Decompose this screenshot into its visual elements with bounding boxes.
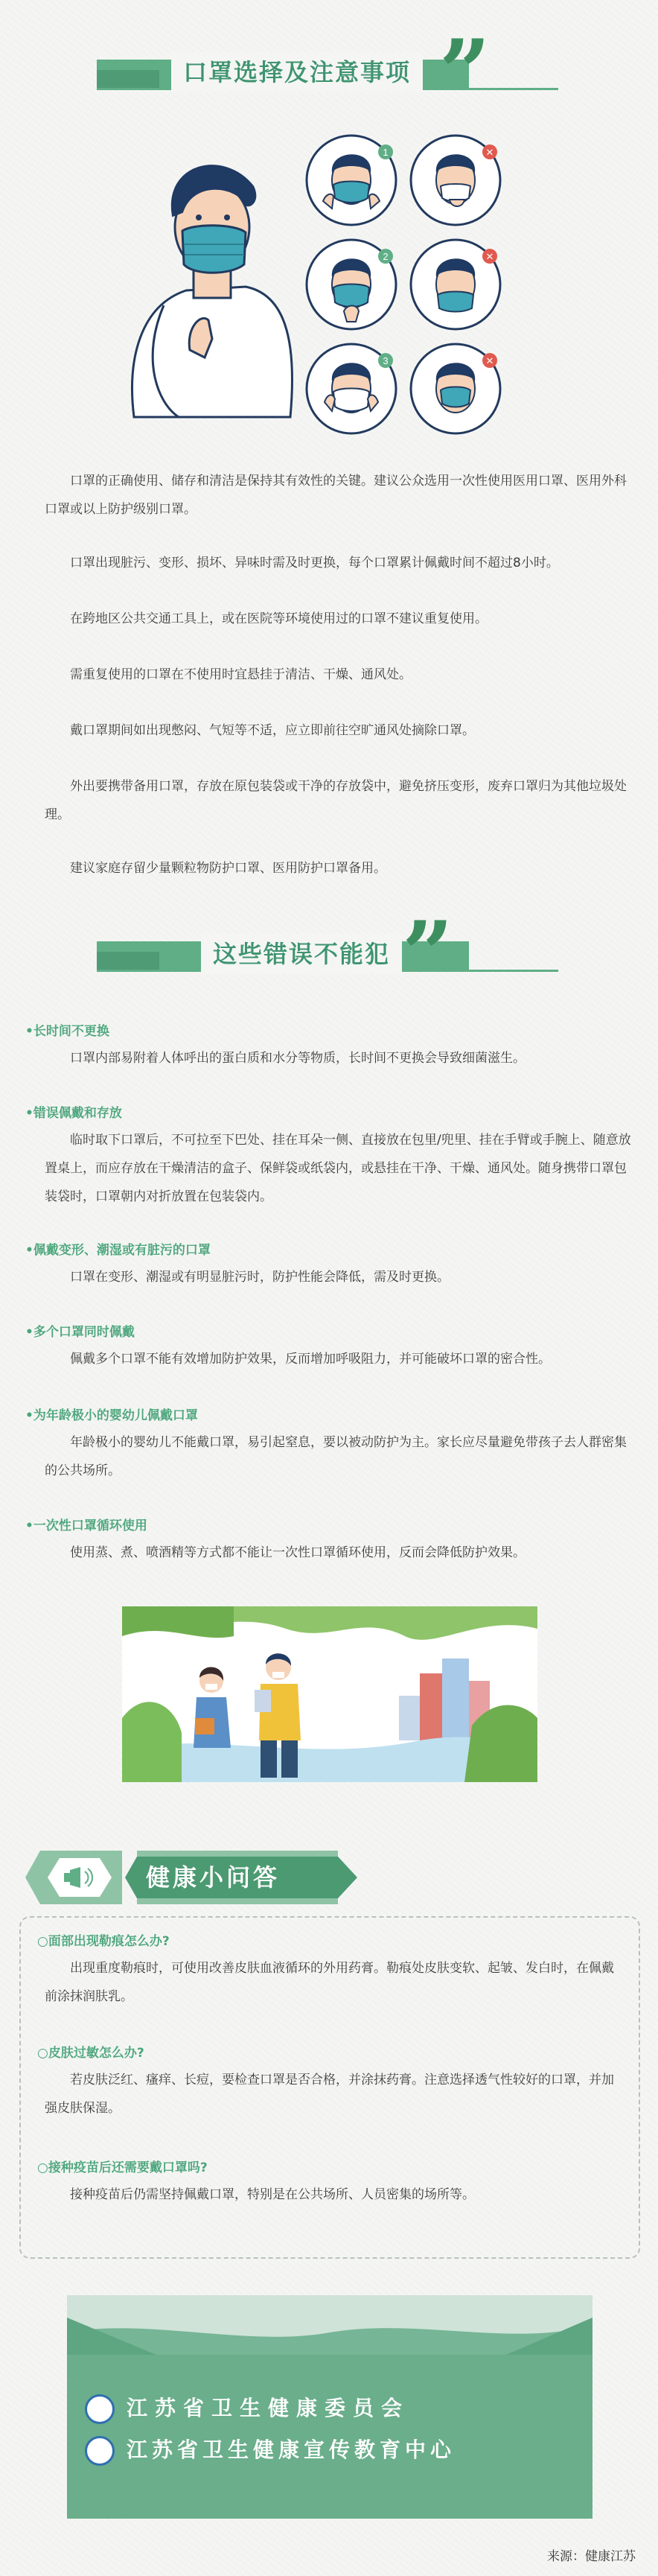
header-bar-accent xyxy=(97,952,159,971)
panel-1-wrong xyxy=(411,136,500,225)
org-name-1: 江苏省卫生健康委员会 xyxy=(127,2396,410,2420)
qa-answer: 出现重度勒痕时，可使用改善皮肤血液循环的外用药膏。勒痕处皮肤变软、起皱、发白时，在佩戴前涂抹润肤乳。 xyxy=(45,1961,614,2004)
section2-header xyxy=(97,902,558,1007)
svg-text:✕: ✕ xyxy=(485,251,494,262)
education-center-logo-icon xyxy=(85,2436,115,2466)
qa-question: ○接种疫苗后还需要戴口罩吗? xyxy=(37,2160,208,2175)
svg-text:1: 1 xyxy=(383,147,389,158)
paragraph: 口罩的正确使用、储存和清洁是保持其有效性的关键。建议公众选用一次性使用医用口罩、医用外科口罩或以上防护级别口罩。 xyxy=(45,474,627,517)
source-credit: 来源：健康江苏 xyxy=(547,2549,636,2564)
svg-text:✕: ✕ xyxy=(485,147,494,158)
mistake-body: 口罩内部易附着人体呼出的蛋白质和水分等物质，长时间不更换会导致细菌滋生。 xyxy=(70,1051,526,1066)
svg-text:✕: ✕ xyxy=(485,355,494,366)
paragraph: 外出要携带备用口罩，存放在原包装袋或干净的存放袋中，避免挤压变形，废弃口罩归为其他垃圾处理。 xyxy=(45,779,627,822)
paragraph: 需重复使用的口罩在不使用时宜悬挂于清洁、干燥、通风处。 xyxy=(70,667,412,682)
org-name-2: 江苏省卫生健康宣传教育中心 xyxy=(127,2437,456,2462)
paragraph: 在跨地区公共交通工具上，或在医院等环境使用过的口罩不建议重复使用。 xyxy=(70,611,488,626)
section2-title: 这些错误不能犯 xyxy=(201,934,402,974)
paragraph: 口罩出现脏污、变形、损坏、异味时需及时更换，每个口罩累计佩戴时间不超过8小时。 xyxy=(70,556,559,570)
mistake-title: •错误佩戴和存放 xyxy=(25,1106,122,1121)
paragraph: 建议家庭存留少量颗粒物防护口罩、医用防护口罩备用。 xyxy=(70,861,386,876)
panel-2-wrong xyxy=(411,240,500,329)
nhc-logo-icon xyxy=(85,2394,115,2424)
mistake-body: 年龄极小的婴幼儿不能戴口罩，易引起窒息，要以被动防护为主。家长应尽量避免带孩子去人群密集的公共场所。 xyxy=(45,1435,627,1478)
mask-usage-illustration xyxy=(112,134,528,439)
qa-answer: 接种疫苗后仍需坚持佩戴口罩，特别是在公共场所、人员密集的场所等。 xyxy=(70,2187,475,2202)
mistake-title: •一次性口罩循环使用 xyxy=(25,1518,147,1533)
panel-2-correct xyxy=(307,240,396,329)
header-bar-accent xyxy=(97,70,159,89)
section1-title: 口罩选择及注意事项 xyxy=(171,52,423,92)
svg-text:3: 3 xyxy=(383,355,389,366)
mistake-body: 佩戴多个口罩不能有效增加防护效果，反而增加呼吸阻力，并可能破坏口罩的密合性。 xyxy=(70,1352,551,1367)
qa-question: ○皮肤过敏怎么办? xyxy=(37,2046,144,2061)
section3-title: 健康小问答 xyxy=(146,1863,281,1892)
mistake-body: 临时取下口罩后，不可拉至下巴处、挂在耳朵一侧、直接放在包里/兜里、挂在手臂或手腕上、随意放置桌上，而应存放在干燥清洁的盒子、保鲜袋或纸袋内，或悬挂在干净、干燥、通风处。随身携带口罩包装袋时，口罩朝内对折放置在包装袋内。 xyxy=(45,1133,631,1204)
paragraph: 戴口罩期间如出现憋闷、气短等不适，应立即前往空旷通风处摘除口罩。 xyxy=(70,723,475,738)
mistake-title: •佩戴变形、潮湿或有脏污的口罩 xyxy=(25,1243,211,1258)
svg-text:2: 2 xyxy=(383,251,389,262)
man-with-mask-icon xyxy=(132,165,293,417)
mistake-title: •多个口罩同时佩戴 xyxy=(25,1325,135,1340)
mistake-body: 使用蒸、煮、喷酒精等方式都不能让一次性口罩循环使用，反而会降低防护效果。 xyxy=(70,1545,526,1560)
panel-3-wrong xyxy=(411,344,500,433)
panel-1-correct xyxy=(307,136,396,225)
section1-header xyxy=(97,20,558,125)
quote-mark-icon: ” xyxy=(439,20,491,125)
qa-question: ○面部出现勒痕怎么办? xyxy=(37,1934,170,1949)
mistake-body: 口罩在变形、潮湿或有明显脏污时，防护性能会降低，需及时更换。 xyxy=(70,1270,450,1285)
panel-3-correct xyxy=(307,344,396,433)
mistake-title: •为年龄极小的婴幼儿佩戴口罩 xyxy=(25,1408,198,1423)
mistake-title: •长时间不更换 xyxy=(25,1024,109,1039)
quote-mark-icon: ” xyxy=(402,902,454,1007)
street-scene-illustration xyxy=(122,1606,537,1782)
qa-answer: 若皮肤泛红、瘙痒、长痘，要检查口罩是否合格，并涂抹药膏。注意选择透气性较好的口罩，并加强皮肤保湿。 xyxy=(45,2073,614,2116)
